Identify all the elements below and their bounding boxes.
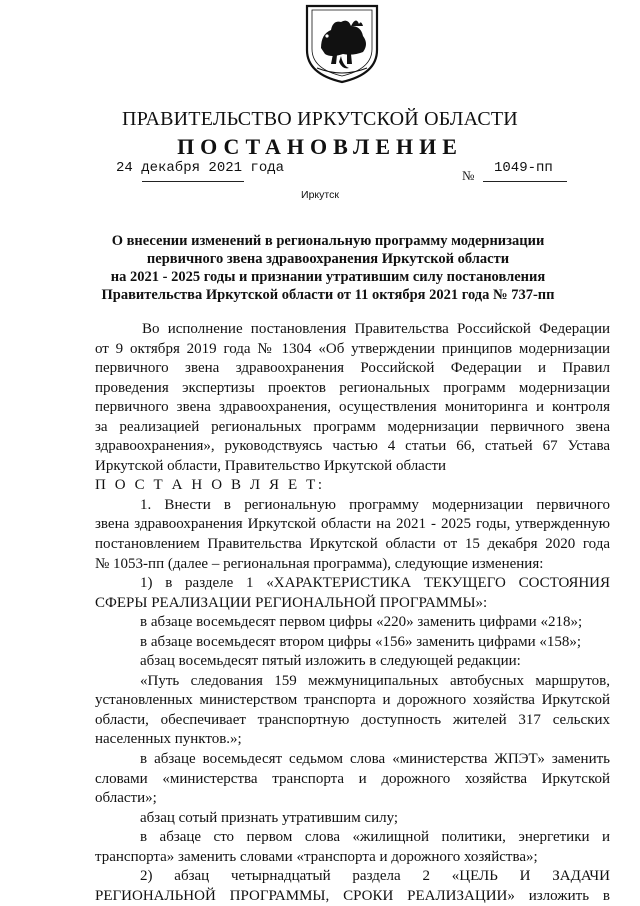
body-line: населенных пунктов.»;: [95, 731, 242, 748]
number-sign: №: [462, 168, 475, 183]
body-line: транспорта» заменить словами «транспорта и дорожного хозяйства»;: [95, 848, 538, 865]
coat-of-arms-emblem: [303, 4, 381, 84]
document-type-title: ПОСТАНОВЛЕНИЕ: [177, 134, 463, 159]
body-line: первичного звена здравоохранения Российской Федерации и Правил: [95, 360, 610, 377]
document-date: 24 декабря 2021 года: [116, 160, 285, 176]
government-name: ПРАВИТЕЛЬСТВО ИРКУТСКОЙ ОБЛАСТИ: [122, 108, 518, 130]
heading-line: О внесении изменений в региональную программу модернизации: [111, 233, 545, 249]
body-line: в абзаце сто первом слова «жилищной политики, энергетики и: [140, 829, 610, 846]
body-line: «Путь следования 159 межмуниципальных автобусных маршрутов,: [140, 672, 610, 689]
date-underline: [142, 181, 244, 182]
body-line: постановлением Правительства Иркутской области от 15 декабря 2020 года: [95, 536, 610, 553]
body-line: установленных министерством транспорта и дорожного хозяйства Иркутской: [95, 692, 610, 709]
body-line: словами «министерства транспорта и дорожного хозяйства Иркутской: [95, 770, 610, 787]
number-underline: [483, 181, 567, 182]
body-line: 1) в разделе 1 «ХАРАКТЕРИСТИКА ТЕКУЩЕГО СОСТОЯНИЯ: [140, 575, 610, 592]
heading-line: на 2021 - 2025 годы и признании утратившим силу постановления: [110, 269, 546, 285]
body-line: Во исполнение постановления Правительства Российской Федерации: [142, 321, 610, 337]
body-line: абзац сотый признать утратившим силу;: [140, 809, 399, 826]
body-line: в абзаце восемьдесят седьмом слова «министерства ЖПЭТ» заменить: [140, 751, 610, 768]
body-line: 1. Внести в региональную программу модернизации первичного: [140, 496, 610, 513]
heading-line: первичного звена здравоохранения Иркутской области: [146, 251, 510, 267]
document-number: 1049-пп: [494, 160, 553, 176]
body-line: № 1053-пп (далее – региональная программа), следующие изменения:: [95, 555, 544, 572]
body-line: области»;: [95, 790, 157, 807]
body-line: СФЕРЫ РЕАЛИЗАЦИИ РЕГИОНАЛЬНОЙ ПРОГРАММЫ»:: [95, 594, 488, 611]
body-line: проведения экспертизы проектов региональных программ модернизации: [95, 379, 610, 396]
body-line: за реализацией региональных программ модернизации первичного звена: [95, 418, 610, 435]
city-name: Иркутск: [301, 189, 339, 201]
resolves-line: П О С Т А Н О В Л Я Е Т:: [95, 477, 325, 494]
heading-line: Правительства Иркутской области от 11 октября 2021 года № 737-пп: [101, 287, 555, 303]
body-line: абзац восемьдесят пятый изложить в следующей редакции:: [140, 653, 521, 670]
body-line: здравоохранения», руководствуясь частью 4 статьи 66, статьей 67 Устава: [95, 438, 610, 455]
body-line: в абзаце восемьдесят втором цифры «156» заменить цифрами «158»;: [140, 633, 582, 650]
body-line: Иркутской области, Правительство Иркутской области: [95, 457, 447, 474]
body-line: области, обеспечивает транспортную доступность жителей 317 сельских: [95, 711, 610, 728]
body-line: РЕГИОНАЛЬНОЙ ПРОГРАММЫ, СРОКИ РЕАЛИЗАЦИИ» изложить в: [95, 887, 610, 904]
document-body: [95, 320, 610, 906]
body-line: в абзаце восемьдесят первом цифры «220» заменить цифрами «218»;: [140, 614, 583, 631]
body-line: от 9 октября 2019 года № 1304 «Об утверждении принципов модернизации: [95, 340, 610, 357]
resolution-heading: [88, 232, 568, 304]
body-line: 2) абзац четырнадцатый раздела 2 «ЦЕЛЬ И ЗАДАЧИ: [140, 868, 610, 885]
body-line: первичного звена здравоохранения, осуществления мониторинга и контроля: [95, 399, 610, 416]
body-line: звена здравоохранения Иркутской области на 2021 - 2025 годы, утвержденную: [95, 516, 610, 533]
